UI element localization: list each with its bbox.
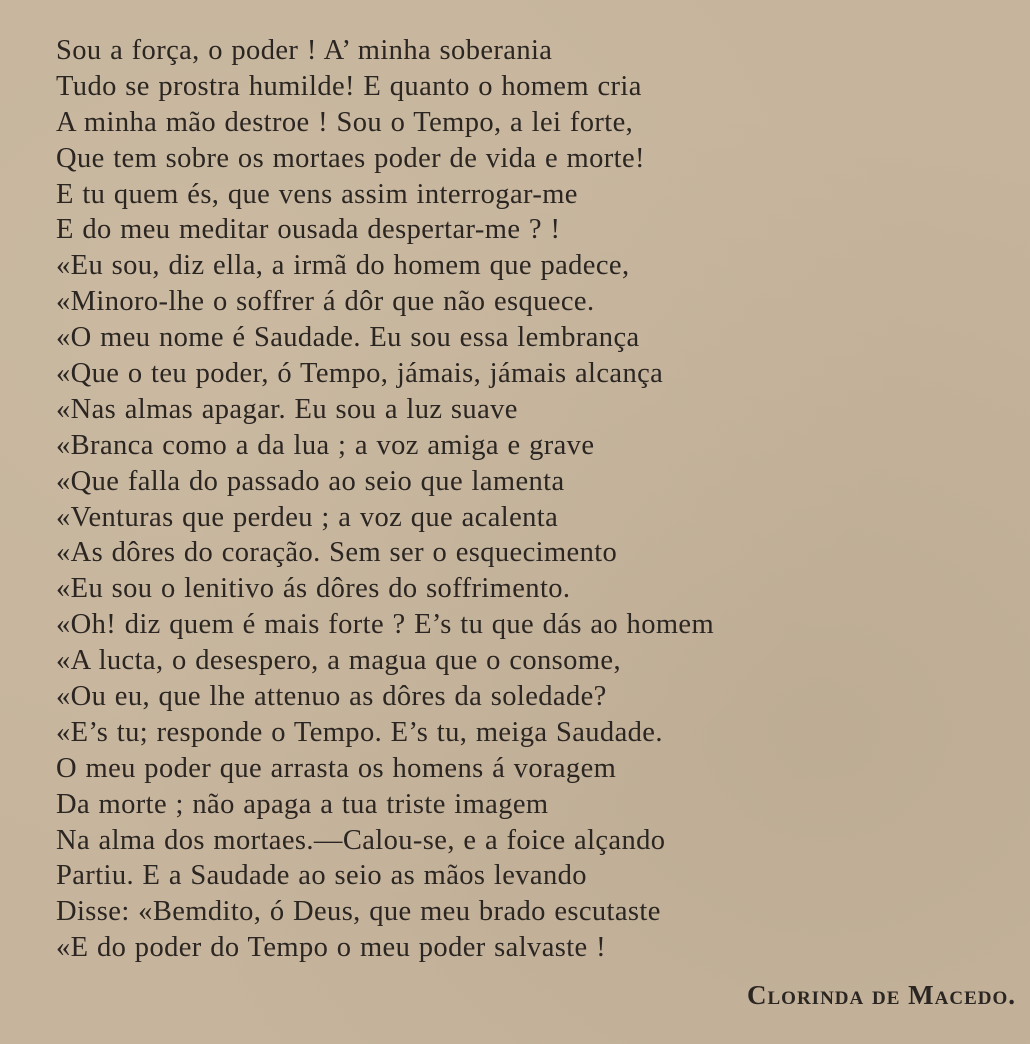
author-signature: Clorinda de Macedo. (747, 980, 1016, 1010)
poem-line: «Nas almas apagar. Eu sou a luz suave (56, 393, 518, 425)
poem-line: «Que o teu poder, ó Tempo, jámais, jámais alcança (56, 358, 664, 390)
poem-line: Da morte ; não apaga a tua triste imagem (56, 788, 549, 820)
poem-line: O meu poder que arrasta os homens á voragem (56, 752, 617, 784)
poem-line: «Eu sou, diz ella, a irmã do homem que padece, (56, 250, 630, 282)
poem-line: «Oh! diz quem é mais forte ? E’s tu que dás ao homem (56, 609, 715, 641)
poem (56, 33, 1016, 966)
poem-line: E do meu meditar ousada despertar-me ? ! (56, 214, 561, 246)
poem-line: «Eu sou o lenitivo ás dôres do soffrimento. (56, 573, 571, 605)
poem-line: Na alma dos mortaes.—Calou-se, e a foice alçando (56, 824, 666, 856)
poem-line: Disse: «Bemdito, ó Deus, que meu brado escutaste (56, 896, 661, 928)
poem-line: A minha mão destroe ! Sou o Tempo, a lei forte, (56, 106, 634, 138)
poem-line: «O meu nome é Saudade. Eu sou essa lembrança (56, 322, 640, 354)
poem-line: «Que falla do passado ao seio que lamenta (56, 465, 565, 497)
poem-line: «E do poder do Tempo o meu poder salvaste ! (56, 932, 607, 964)
poem-line: «Venturas que perdeu ; a voz que acalenta (56, 501, 559, 533)
poem-line: Tudo se prostra humilde! E quanto o homem cria (56, 70, 642, 102)
poem-line: Que tem sobre os mortaes poder de vida e morte! (56, 142, 645, 174)
poem-line: «Branca como a da lua ; a voz amiga e grave (56, 429, 595, 461)
poem-line: Partiu. E a Saudade ao seio as mãos levando (56, 860, 587, 892)
poem-line: «A lucta, o desespero, a magua que o consome, (56, 645, 621, 677)
poem-line: «Minoro-lhe o soffrer á dôr que não esquece. (56, 286, 595, 318)
poem-line: «Ou eu, que lhe attenuo as dôres da soledade? (56, 681, 607, 713)
poem-line: «E’s tu; responde o Tempo. E’s tu, meiga Saudade. (56, 716, 663, 748)
poem-line: Sou a força, o poder ! A’ minha soberania (56, 35, 553, 66)
poem-line: E tu quem és, que vens assim interrogar-me (56, 178, 578, 210)
poem-line: «As dôres do coração. Sem ser o esquecimento (56, 537, 618, 569)
